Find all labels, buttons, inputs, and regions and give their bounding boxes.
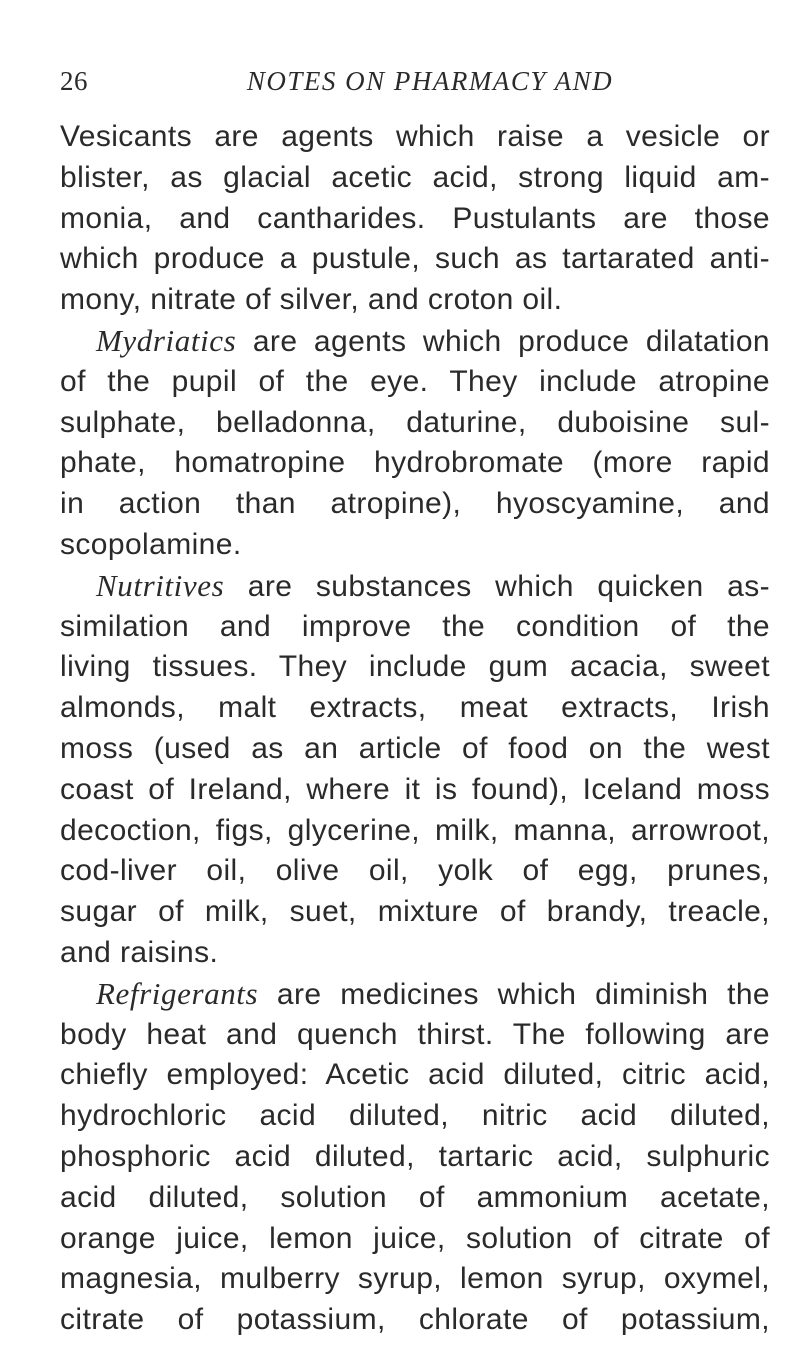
line-text: scopolamine. [60,527,242,561]
text-line [60,443,770,484]
line-text: decoction, figs, glycerine, milk, manna, arrowroot, [60,813,770,847]
text-line [60,770,770,811]
text-line [60,1178,770,1219]
line-text: monia, and cantharides. Pustulants are those [60,201,770,235]
defined-term: Mydriatics [96,322,237,358]
text-line [60,484,770,525]
line-text: cod-liver oil, olive oil, yolk of egg, prunes, [60,854,770,888]
text-line [60,1219,770,1260]
text-line [60,892,770,933]
line-text: magnesia, mulberry syrup, lemon syrup, oxymel, [60,1262,770,1296]
line-text: and raisins. [60,935,219,969]
line-text: similation and improve the condition of the [60,609,770,643]
line-text: citrate of potassium, chlorate of potassium, [60,1303,770,1337]
text-line [60,1137,770,1178]
text-line [60,525,770,566]
text-line [60,321,770,362]
line-text: are agents which produce dilatation [236,324,770,358]
line-text: phate, homatropine hydrobromate (more rapid [60,446,770,480]
text-line [60,1096,770,1137]
line-text: are medicines which diminish the [258,977,770,1011]
line-text: coast of Ireland, where it is found), Iceland moss [60,772,770,806]
line-text: sulphate, belladonna, daturine, duboisine sul- [60,405,770,439]
line-text: acid diluted, solution of ammonium acetate, [60,1180,770,1214]
text-line [60,607,770,648]
text-line [60,811,770,852]
text-line [60,647,770,688]
line-text: hydrochloric acid diluted, nitric acid diluted, [60,1099,770,1133]
defined-term: Refrigerants [96,975,259,1011]
line-text: in action than atropine), hyoscyamine, and [60,487,770,521]
text-line [60,933,770,974]
text-line [60,362,770,403]
text-line [60,158,770,199]
line-text: orange juice, lemon juice, solution of citrate of [60,1221,770,1255]
running-title: NOTES ON PHARMACY AND [246,66,614,96]
text-line [60,239,770,280]
line-text: chiefly employed: Acetic acid diluted, citric acid, [60,1058,770,1092]
text-line [60,688,770,729]
text-line [60,729,770,770]
text-line [60,117,770,158]
line-text: body heat and quench thirst. The following are [60,1017,770,1051]
line-text: moss (used as an article of food on the west [60,731,770,765]
line-text: of the pupil of the eye. They include atropine [60,364,770,398]
text-line [60,1300,770,1341]
text-line [60,1259,770,1300]
line-text: are substances which quicken as- [224,569,770,603]
text-line [60,403,770,444]
text-line [60,974,770,1015]
page-header [60,63,770,99]
text-line [60,1015,770,1056]
line-text: phosphoric acid diluted, tartaric acid, sulphuric [60,1139,770,1173]
page-number: 26 [60,66,88,96]
text-line [60,1055,770,1096]
line-text: mony, nitrate of silver, and croton oil. [60,283,563,317]
line-text: Vesicants are agents which raise a vesicle or [60,120,770,153]
line-text: sugar of milk, suet, mixture of brandy, treacle, [60,895,770,929]
line-text: which produce a pustule, such as tartarated anti- [60,242,770,276]
line-text: almonds, malt extracts, meat extracts, Irish [60,691,770,725]
line-text: blister, as glacial acetic acid, strong liquid am- [60,160,770,194]
text-line [60,851,770,892]
text-line [60,199,770,240]
text-line [60,566,770,607]
defined-term: Nutritives [96,567,225,603]
line-text: living tissues. They include gum acacia, sweet [60,650,770,684]
text-line [60,280,770,321]
body-text [60,117,770,1341]
